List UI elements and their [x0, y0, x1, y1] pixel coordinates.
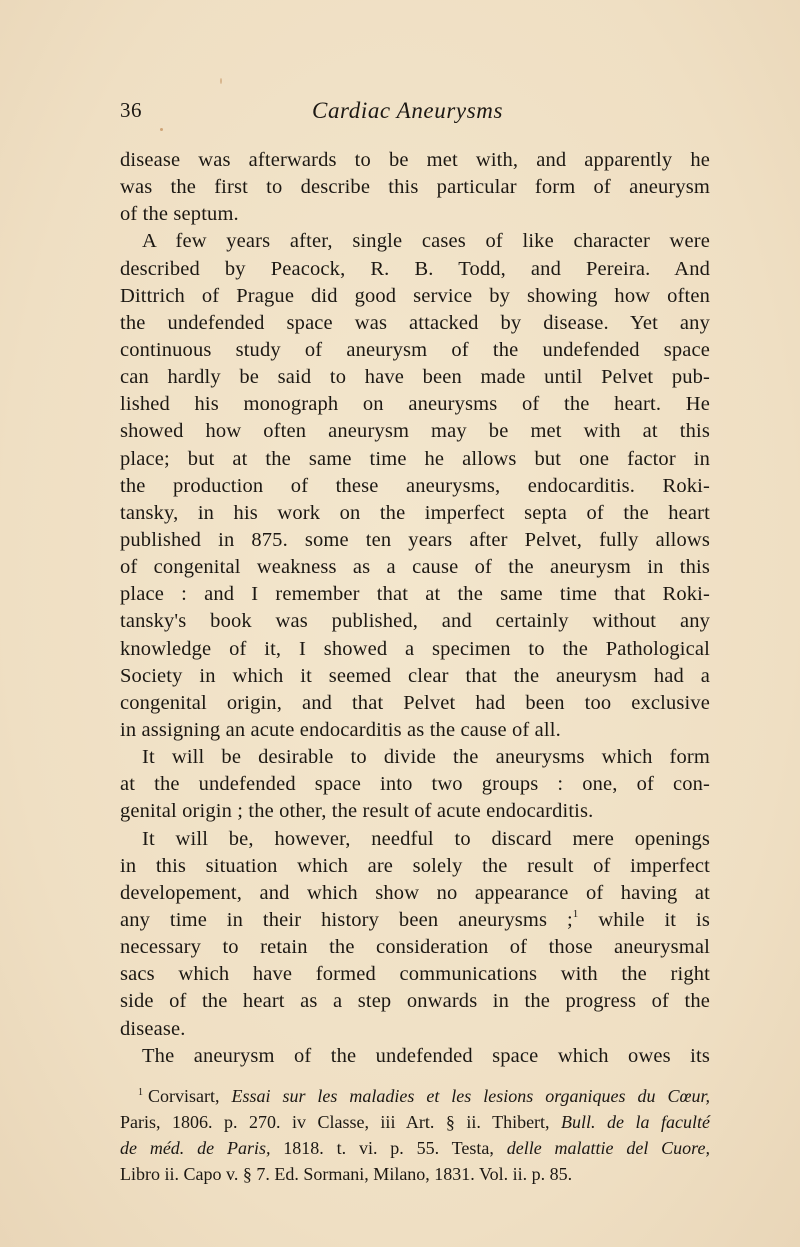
- text-line: sacs which have formed communications with the right: [120, 963, 710, 986]
- footnote: [120, 1083, 710, 1187]
- text-line: the undefended space was attacked by disease. Yet any: [120, 311, 710, 334]
- text-line: lished his monograph on aneurysms of the heart. He: [120, 393, 710, 416]
- text-line: at the undefended space into two groups : one, of con-: [120, 773, 710, 796]
- paper-speck: [220, 78, 222, 84]
- text-line: described by Peacock, R. B. Todd, and Pereira. And: [120, 257, 710, 280]
- body-text: [120, 147, 710, 1070]
- text-line: genital origin ; the other, the result of acute endocarditis.: [120, 800, 594, 823]
- running-head: [120, 98, 710, 128]
- paragraph-start: It will be, however, needful to discard mere openings: [142, 827, 710, 850]
- italic-title: delle malattie del Cuore,: [506, 1138, 710, 1158]
- page-number: 36: [120, 98, 142, 122]
- text-line: was the first to describe this particular form of aneurysm: [120, 176, 710, 199]
- text-line: tansky, in his work on the imperfect septa of the heart: [120, 501, 710, 524]
- paragraph-start: It will be desirable to divide the aneurysms which form: [142, 746, 710, 769]
- text-line: continuous study of aneurysm of the undefended space: [120, 338, 710, 361]
- italic-title: Bull. de la faculté: [561, 1112, 710, 1132]
- text-line: Dittrich of Prague did good service by showing how often: [120, 284, 710, 307]
- footnote-line: de méd. de Paris, 1818. t. vi. p. 55. Testa, delle malattie del Cuore,: [120, 1138, 710, 1158]
- text-line: of congenital weakness as a cause of the aneurysm in this: [120, 556, 710, 579]
- text-line: place; but at the same time he allows but one factor in: [120, 447, 710, 470]
- text-line-with-footnote-ref: any time in their history been aneurysms ;$^1$ while it is: [120, 907, 710, 931]
- text-line: published in 875. some ten years after Pelvet, fully allows: [120, 528, 710, 551]
- italic-title: Essai sur les maladies et les lesions organiques du Cœur,: [231, 1086, 710, 1106]
- text-line: the production of these aneurysms, endocarditis. Roki-: [120, 474, 710, 497]
- text-line: Society in which it seemed clear that the aneurysm had a: [120, 664, 710, 687]
- text-line: disease.: [120, 1017, 186, 1040]
- text-line: can hardly be said to have been made until Pelvet pub-: [120, 366, 710, 389]
- text-line: in assigning an acute endocarditis as the cause of all.: [120, 718, 561, 741]
- running-title: Cardiac Aneurysms: [312, 98, 503, 123]
- text-line: showed how often aneurysm may be met with at this: [120, 420, 710, 443]
- footnote-line: Paris, 1806. p. 270. iv Classe, iii Art. § ii. Thibert, Bull. de la faculté: [120, 1112, 710, 1132]
- text-line: knowledge of it, I showed a specimen to the Pathological: [120, 637, 710, 660]
- text-line: of the septum.: [120, 203, 239, 226]
- italic-title: de méd. de Paris,: [120, 1138, 271, 1158]
- footnote-mark: 1: [138, 1087, 143, 1098]
- paragraph-start: The aneurysm of the undefended space which owes its: [142, 1044, 710, 1067]
- paper-speck: [160, 128, 163, 131]
- text-line: side of the heart as a step onwards in the progress of the: [120, 990, 710, 1013]
- text-line: tansky's book was published, and certainly without any: [120, 610, 710, 633]
- text-line: necessary to retain the consideration of those aneurysmal: [120, 936, 710, 959]
- text-line: in this situation which are solely the result of imperfect: [120, 854, 710, 877]
- footnote-reference[interactable]: 1: [572, 907, 579, 920]
- text-line: developement, and which show no appearance of having at: [120, 881, 710, 904]
- text-line: place : and I remember that at the same time that Roki-: [120, 583, 710, 606]
- footnote-line: $^1$ Corvisart, Essai sur les maladies et les lesions organiques du Cœur,: [138, 1086, 710, 1106]
- text-line: disease was afterwards to be met with, and apparently he: [120, 149, 710, 171]
- text-line: congenital origin, and that Pelvet had been too exclusive: [120, 691, 710, 714]
- paragraph-start: A few years after, single cases of like character were: [142, 230, 710, 253]
- footnote-line: Libro ii. Capo v. § 7. Ed. Sormani, Milano, 1831. Vol. ii. p. 85.: [120, 1164, 573, 1184]
